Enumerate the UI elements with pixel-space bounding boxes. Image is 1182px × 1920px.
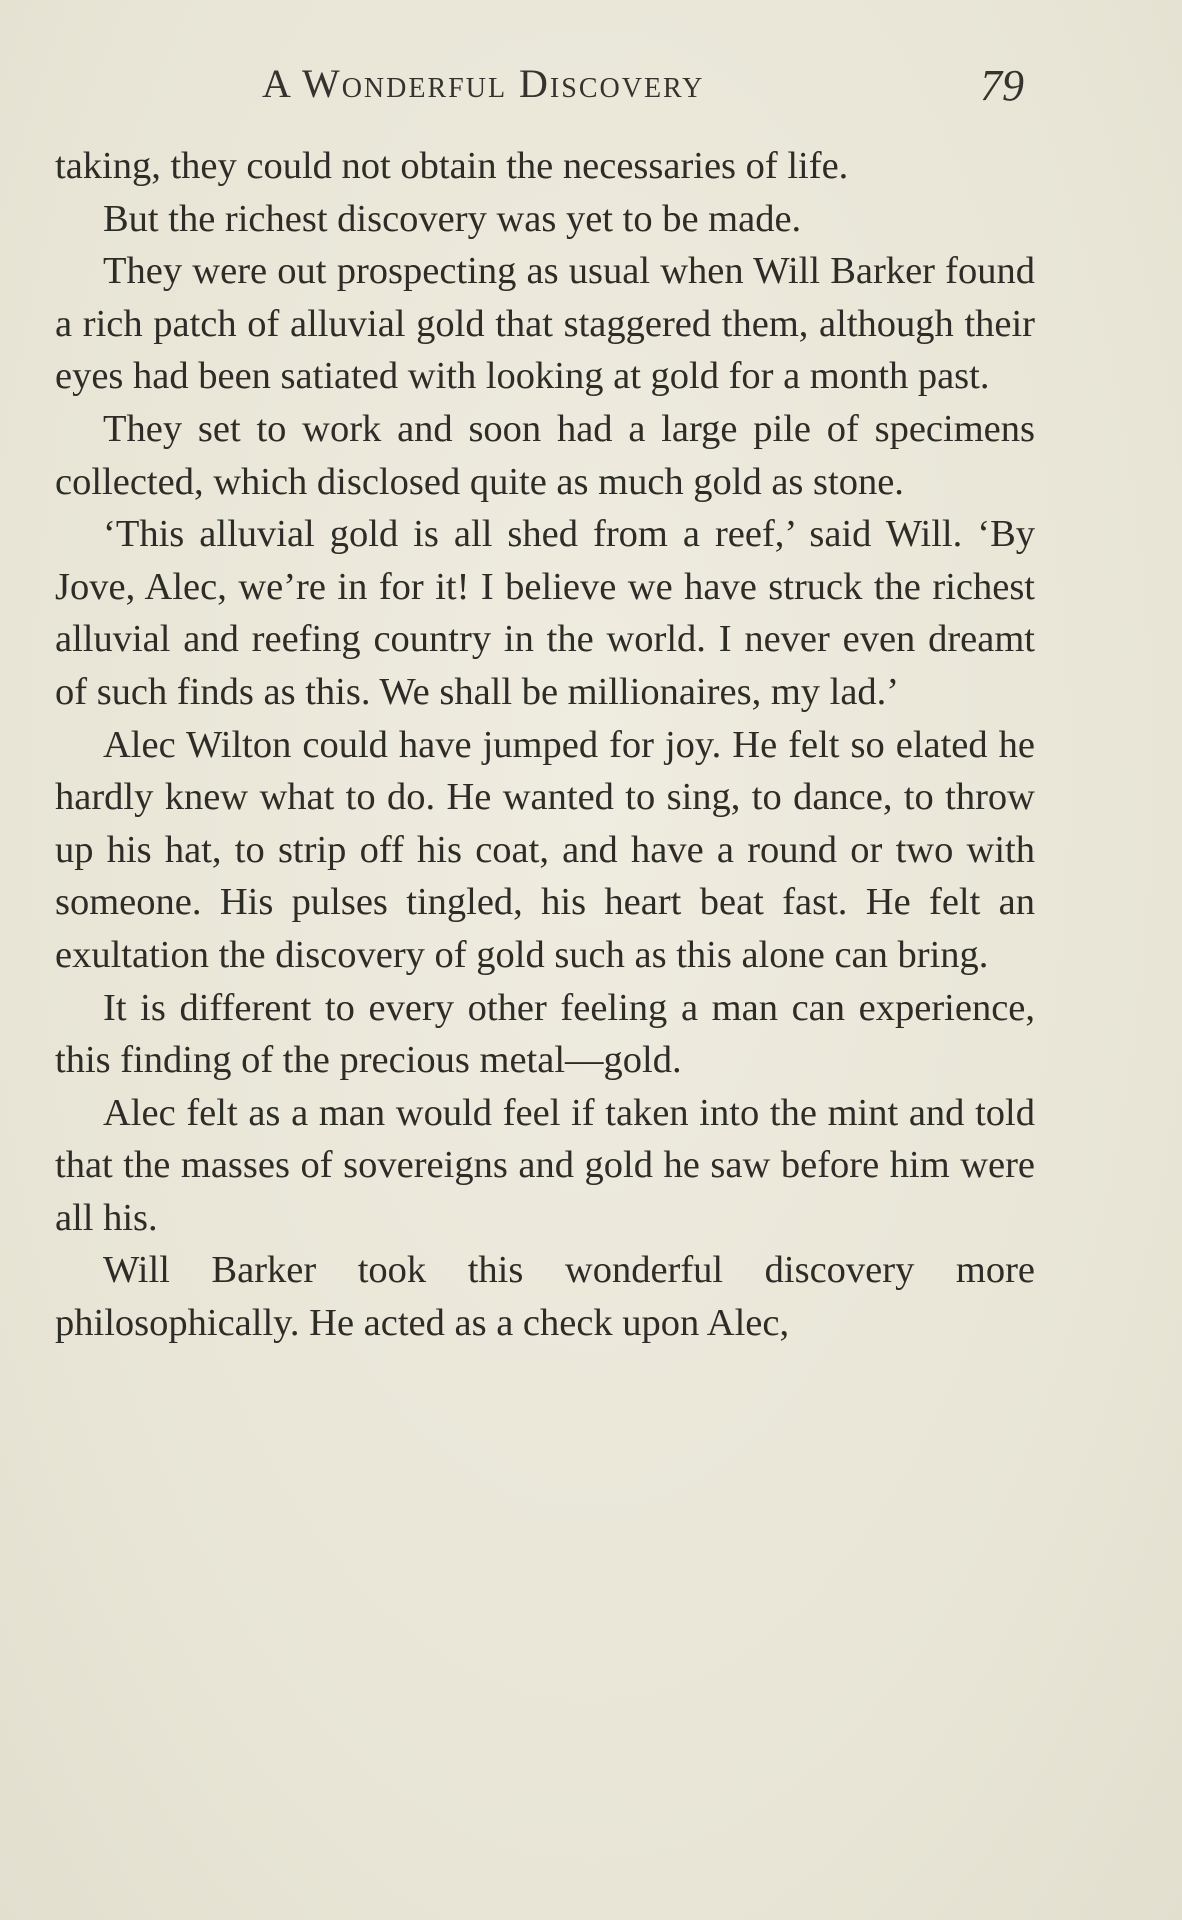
paragraph-2: But the richest discovery was yet to be made. <box>103 197 802 240</box>
paragraph-5: ‘This alluvial gold is all shed from a reef,’ said Will. ‘By Jove, Alec, we’re in for it! I believe we have struck the richest alluvial and reefing country in the world. I never even dreamt of such finds as this. We shall be millionaires, my lad.’ <box>55 513 1035 713</box>
running-header <box>0 60 1182 116</box>
paragraph-1: taking, they could not obtain the necessaries of life. <box>55 145 849 187</box>
paragraph-6: Alec Wilton could have jumped for joy. He felt so elated he hardly knew what to do. He wanted to sing, to dance, to throw up his hat, to strip off his coat, and have a round or two with someone. His pulses tingled, his heart beat fast. He felt an exultation the discovery of gold such as this alone can bring. <box>55 723 1035 976</box>
paragraph-8: Alec felt as a man would feel if taken into the mint and told that the masses of sovereigns and gold he saw before him were all his. <box>55 1091 1035 1239</box>
running-title: A Wonderful Discovery <box>262 61 705 106</box>
page-number: 79 <box>980 61 1024 110</box>
paragraph-9: Will Barker took this wonderful discovery more philosophically. He acted as a check upon Alec, <box>55 1249 1035 1345</box>
paragraph-3: They were out prospecting as usual when Will Barker found a rich patch of alluvial gold that staggered them, although their eyes had been satiated with looking at gold for a month past. <box>55 250 1035 398</box>
body-text <box>55 140 1035 1350</box>
paragraph-4: They set to work and soon had a large pile of specimens collected, which disclosed quite as much gold as stone. <box>55 407 1035 503</box>
paragraph-7: It is different to every other feeling a man can experience, this finding of the precious metal—gold. <box>55 986 1035 1082</box>
